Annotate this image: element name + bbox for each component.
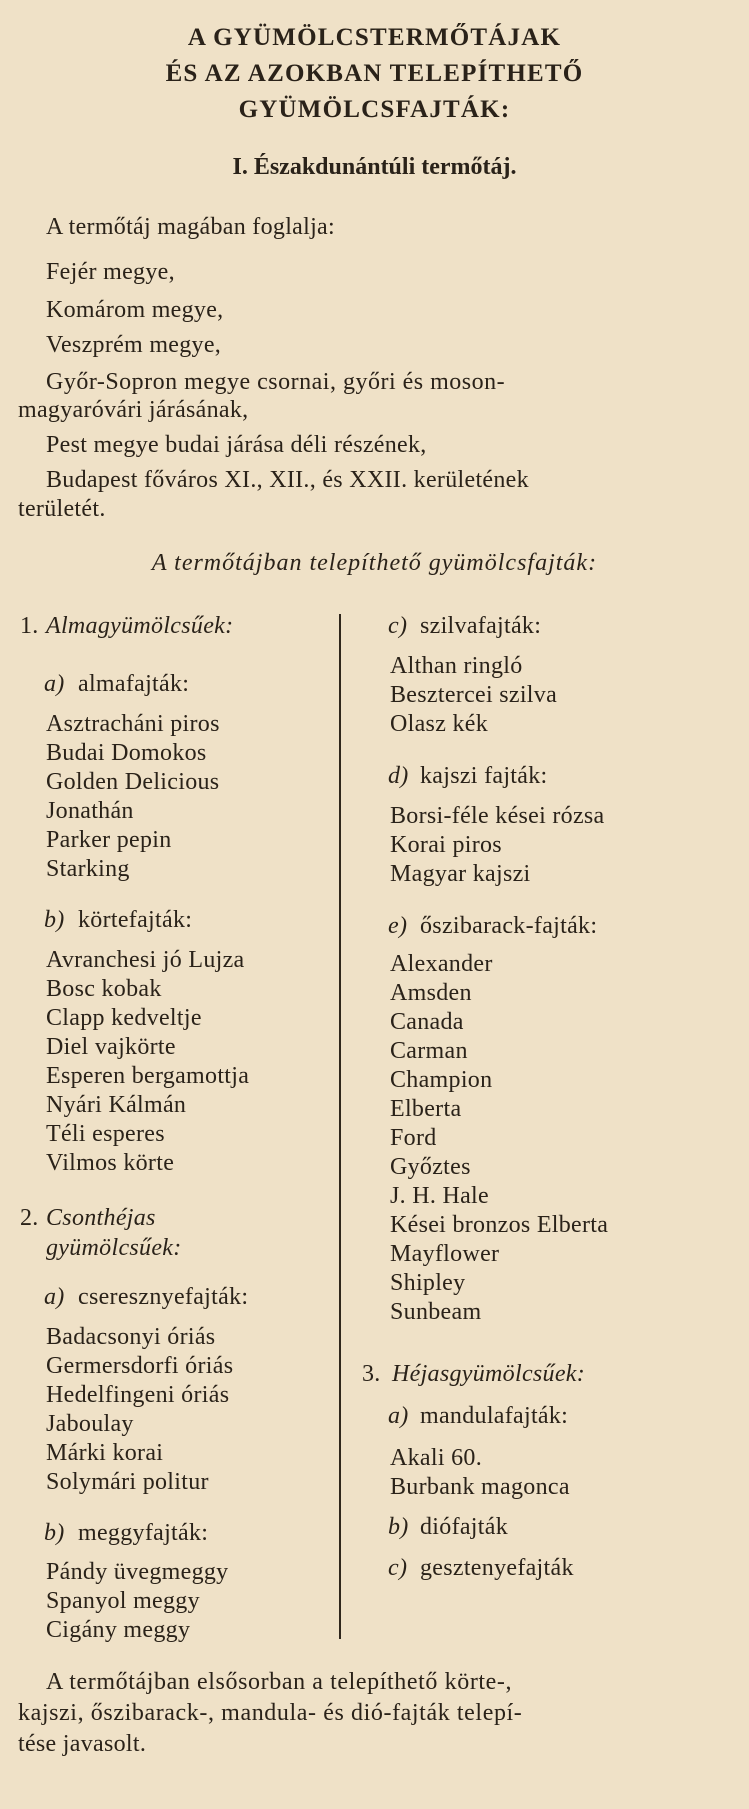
sub-letter: b): [388, 1514, 409, 1540]
section-heading: I. Északdunántúli termőtáj.: [232, 154, 517, 180]
list-item: Diel vajkörte: [46, 1034, 176, 1060]
list-item: Pándy üvegmeggy: [46, 1559, 229, 1585]
title-line-3: GYÜMÖLCSFAJTÁK:: [238, 96, 511, 123]
list-item: Vilmos körte: [46, 1150, 175, 1176]
list-item: Esperen bergamottja: [46, 1063, 250, 1089]
sub-letter: e): [388, 913, 408, 939]
sub-letter: c): [388, 613, 408, 639]
sub-letter: b): [44, 907, 65, 933]
list-item: Olasz kék: [390, 711, 488, 737]
list-item: Mayflower: [390, 1241, 500, 1267]
group-name: Héjasgyümölcsűek:: [392, 1361, 586, 1387]
list-item: Sunbeam: [390, 1299, 482, 1325]
sub-letter: b): [44, 1520, 65, 1546]
list-item: Magyar kajszi: [390, 861, 531, 887]
sub-label: gesztenyefajták: [420, 1555, 574, 1581]
list-item: Besztercei szilva: [390, 682, 558, 708]
title-line-1: A GYÜMÖLCSTERMŐTÁJAK: [187, 24, 562, 51]
list-item: Budai Domokos: [46, 740, 207, 766]
sub-label: cseresznyefajták:: [78, 1284, 249, 1310]
list-item: Burbank magonca: [390, 1474, 570, 1500]
list-item: Alexander: [390, 951, 493, 977]
sub-letter: a): [388, 1403, 409, 1429]
sub-label: almafajták:: [78, 671, 190, 697]
intro-item: Győr-Sopron megye csornai, győri és moson-: [46, 369, 506, 395]
list-item: Althan ringló: [390, 653, 523, 679]
sub-letter: a): [44, 1284, 65, 1310]
list-item: Badacsonyi óriás: [46, 1324, 216, 1350]
list-item: Germersdorfi óriás: [46, 1353, 234, 1379]
group-number: 2.: [20, 1205, 39, 1231]
list-item: Elberta: [390, 1096, 462, 1122]
list-item: Borsi-féle kései rózsa: [390, 803, 605, 829]
intro-lead: A termőtáj magában foglalja:: [46, 214, 335, 240]
list-item: Spanyol meggy: [46, 1588, 200, 1614]
list-item: Bosc kobak: [46, 976, 162, 1002]
list-item: Jaboulay: [46, 1411, 134, 1437]
column-divider: [339, 614, 341, 1639]
list-item: Ford: [390, 1125, 437, 1151]
list-item: Clapp kedveltje: [46, 1005, 202, 1031]
list-item: Jonathán: [46, 798, 134, 824]
group-number: 3.: [362, 1361, 381, 1387]
intro-item: Fejér megye,: [46, 259, 175, 285]
sub-label: mandulafajták:: [420, 1403, 569, 1429]
sub-letter: c): [388, 1555, 408, 1581]
list-item: Champion: [390, 1067, 493, 1093]
list-item: Győztes: [390, 1154, 471, 1180]
list-item: Parker pepin: [46, 827, 172, 853]
list-item: J. H. Hale: [390, 1183, 489, 1209]
intro-item: magyaróvári járásának,: [18, 397, 249, 423]
intro-item: Pest megye budai járása déli részének,: [46, 432, 427, 458]
footer-line: A termőtájban elsősorban a telepíthető körte-,: [46, 1669, 513, 1695]
intro-item: Budapest főváros XI., XII., és XXII. kerületének: [46, 467, 529, 493]
list-item: Cigány meggy: [46, 1617, 191, 1643]
sub-letter: d): [388, 763, 409, 789]
list-item: Nyári Kálmán: [46, 1092, 187, 1118]
list-item: Canada: [390, 1009, 464, 1035]
group-number: 1.: [20, 613, 39, 639]
list-item: Solymári politur: [46, 1469, 209, 1495]
footer-line: tése javasolt.: [18, 1731, 147, 1757]
list-item: Carman: [390, 1038, 468, 1064]
footer-line: kajszi, őszibarack-, mandula- és dió-fajták telepí-: [18, 1700, 523, 1726]
list-item: Hedelfingeni óriás: [46, 1382, 230, 1408]
list-item: Akali 60.: [390, 1445, 483, 1471]
sub-label: meggyfajták:: [78, 1520, 209, 1546]
list-item: Shipley: [390, 1270, 466, 1296]
group-name: Almagyümölcsűek:: [46, 613, 234, 639]
group-name: gyümölcsűek:: [46, 1235, 182, 1261]
list-item: Márki korai: [46, 1440, 164, 1466]
sub-letter: a): [44, 671, 65, 697]
list-item: Téli esperes: [46, 1121, 165, 1147]
intro-item: Veszprém megye,: [46, 332, 222, 358]
list-item: Starking: [46, 856, 130, 882]
group-name: Csonthéjas: [46, 1205, 156, 1231]
intro-item: területét.: [18, 496, 106, 522]
sub-label: szilvafajták:: [420, 613, 542, 639]
sub-label: körtefajták:: [78, 907, 193, 933]
list-heading: A termőtájban telepíthető gyümölcsfajták:: [151, 550, 598, 576]
list-item: Korai piros: [390, 832, 502, 858]
sub-label: kajszi fajták:: [420, 763, 548, 789]
list-item: Asztracháni piros: [46, 711, 220, 737]
sub-label: őszibarack-fajták:: [420, 913, 598, 939]
list-item: Kései bronzos Elberta: [390, 1212, 609, 1238]
list-item: Golden Delicious: [46, 769, 220, 795]
list-item: Avranchesi jó Lujza: [46, 947, 245, 973]
intro-item: Komárom megye,: [46, 297, 224, 323]
title-line-2: ÉS AZ AZOKBAN TELEPÍTHETŐ: [165, 60, 584, 87]
list-item: Amsden: [390, 980, 472, 1006]
sub-label: diófajták: [420, 1514, 509, 1540]
